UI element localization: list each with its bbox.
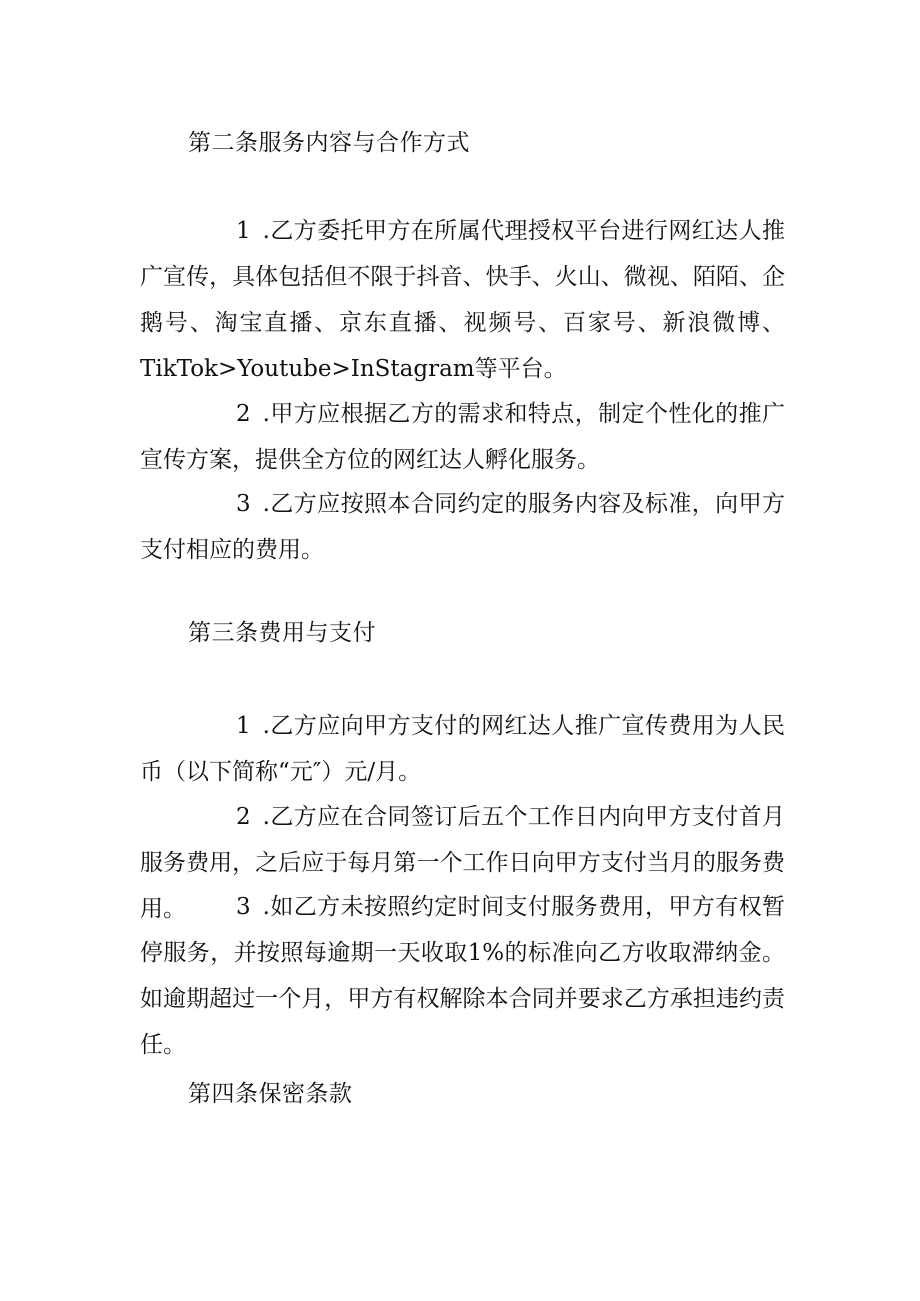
section-4-heading: 第四条保密条款 bbox=[188, 1081, 353, 1107]
item-text: .乙方委托甲方在所属代理授权平台进行网红达人推广宣传，具体包括但不限于抖音、快手、火山、微视、陌陌、企鹅号、淘宝直播、京东直播、视频号、百家号、新浪微博、TikTok>Youtube>InStagram等平台。 bbox=[140, 218, 785, 382]
item-number: 2 bbox=[236, 401, 251, 427]
item-text: .乙方应向甲方支付的网红达人推广宣传费用为人民币（以下简称“元″）元/月。 bbox=[140, 713, 785, 785]
section-3-item-1 bbox=[140, 703, 785, 795]
section-2-item-3 bbox=[140, 481, 785, 573]
section-3-item-3 bbox=[140, 884, 785, 1068]
item-text: .乙方应在合同签订后五个工作日内向甲方支付首月服务费用，之后应于每月第一个工作日向甲方支付当月的服务费用。 bbox=[140, 804, 785, 922]
item-number: 3 bbox=[236, 894, 251, 920]
section-3-heading: 第三条费用与支付 bbox=[188, 620, 376, 646]
section-2-item-1 bbox=[140, 208, 785, 392]
section-2-heading: 第二条服务内容与合作方式 bbox=[188, 130, 470, 156]
item-number: 2 bbox=[236, 804, 251, 830]
item-number: 1 bbox=[236, 218, 251, 244]
section-2-item-2 bbox=[140, 391, 785, 483]
item-text: .乙方应按照本合同约定的服务内容及标准，向甲方支付相应的费用。 bbox=[140, 491, 785, 563]
item-text: .如乙方未按照约定时间支付服务费用，甲方有权暂停服务，并按照每逾期一天收取1%的标准向乙方收取滞纳金。如逾期超过一个月，甲方有权解除本合同并要求乙方承担违约责任。 bbox=[140, 894, 785, 1058]
item-number: 3 bbox=[236, 491, 251, 517]
item-text: .甲方应根据乙方的需求和特点，制定个性化的推广宣传方案，提供全方位的网红达人孵化服务。 bbox=[140, 401, 785, 473]
item-number: 1 bbox=[236, 713, 251, 739]
